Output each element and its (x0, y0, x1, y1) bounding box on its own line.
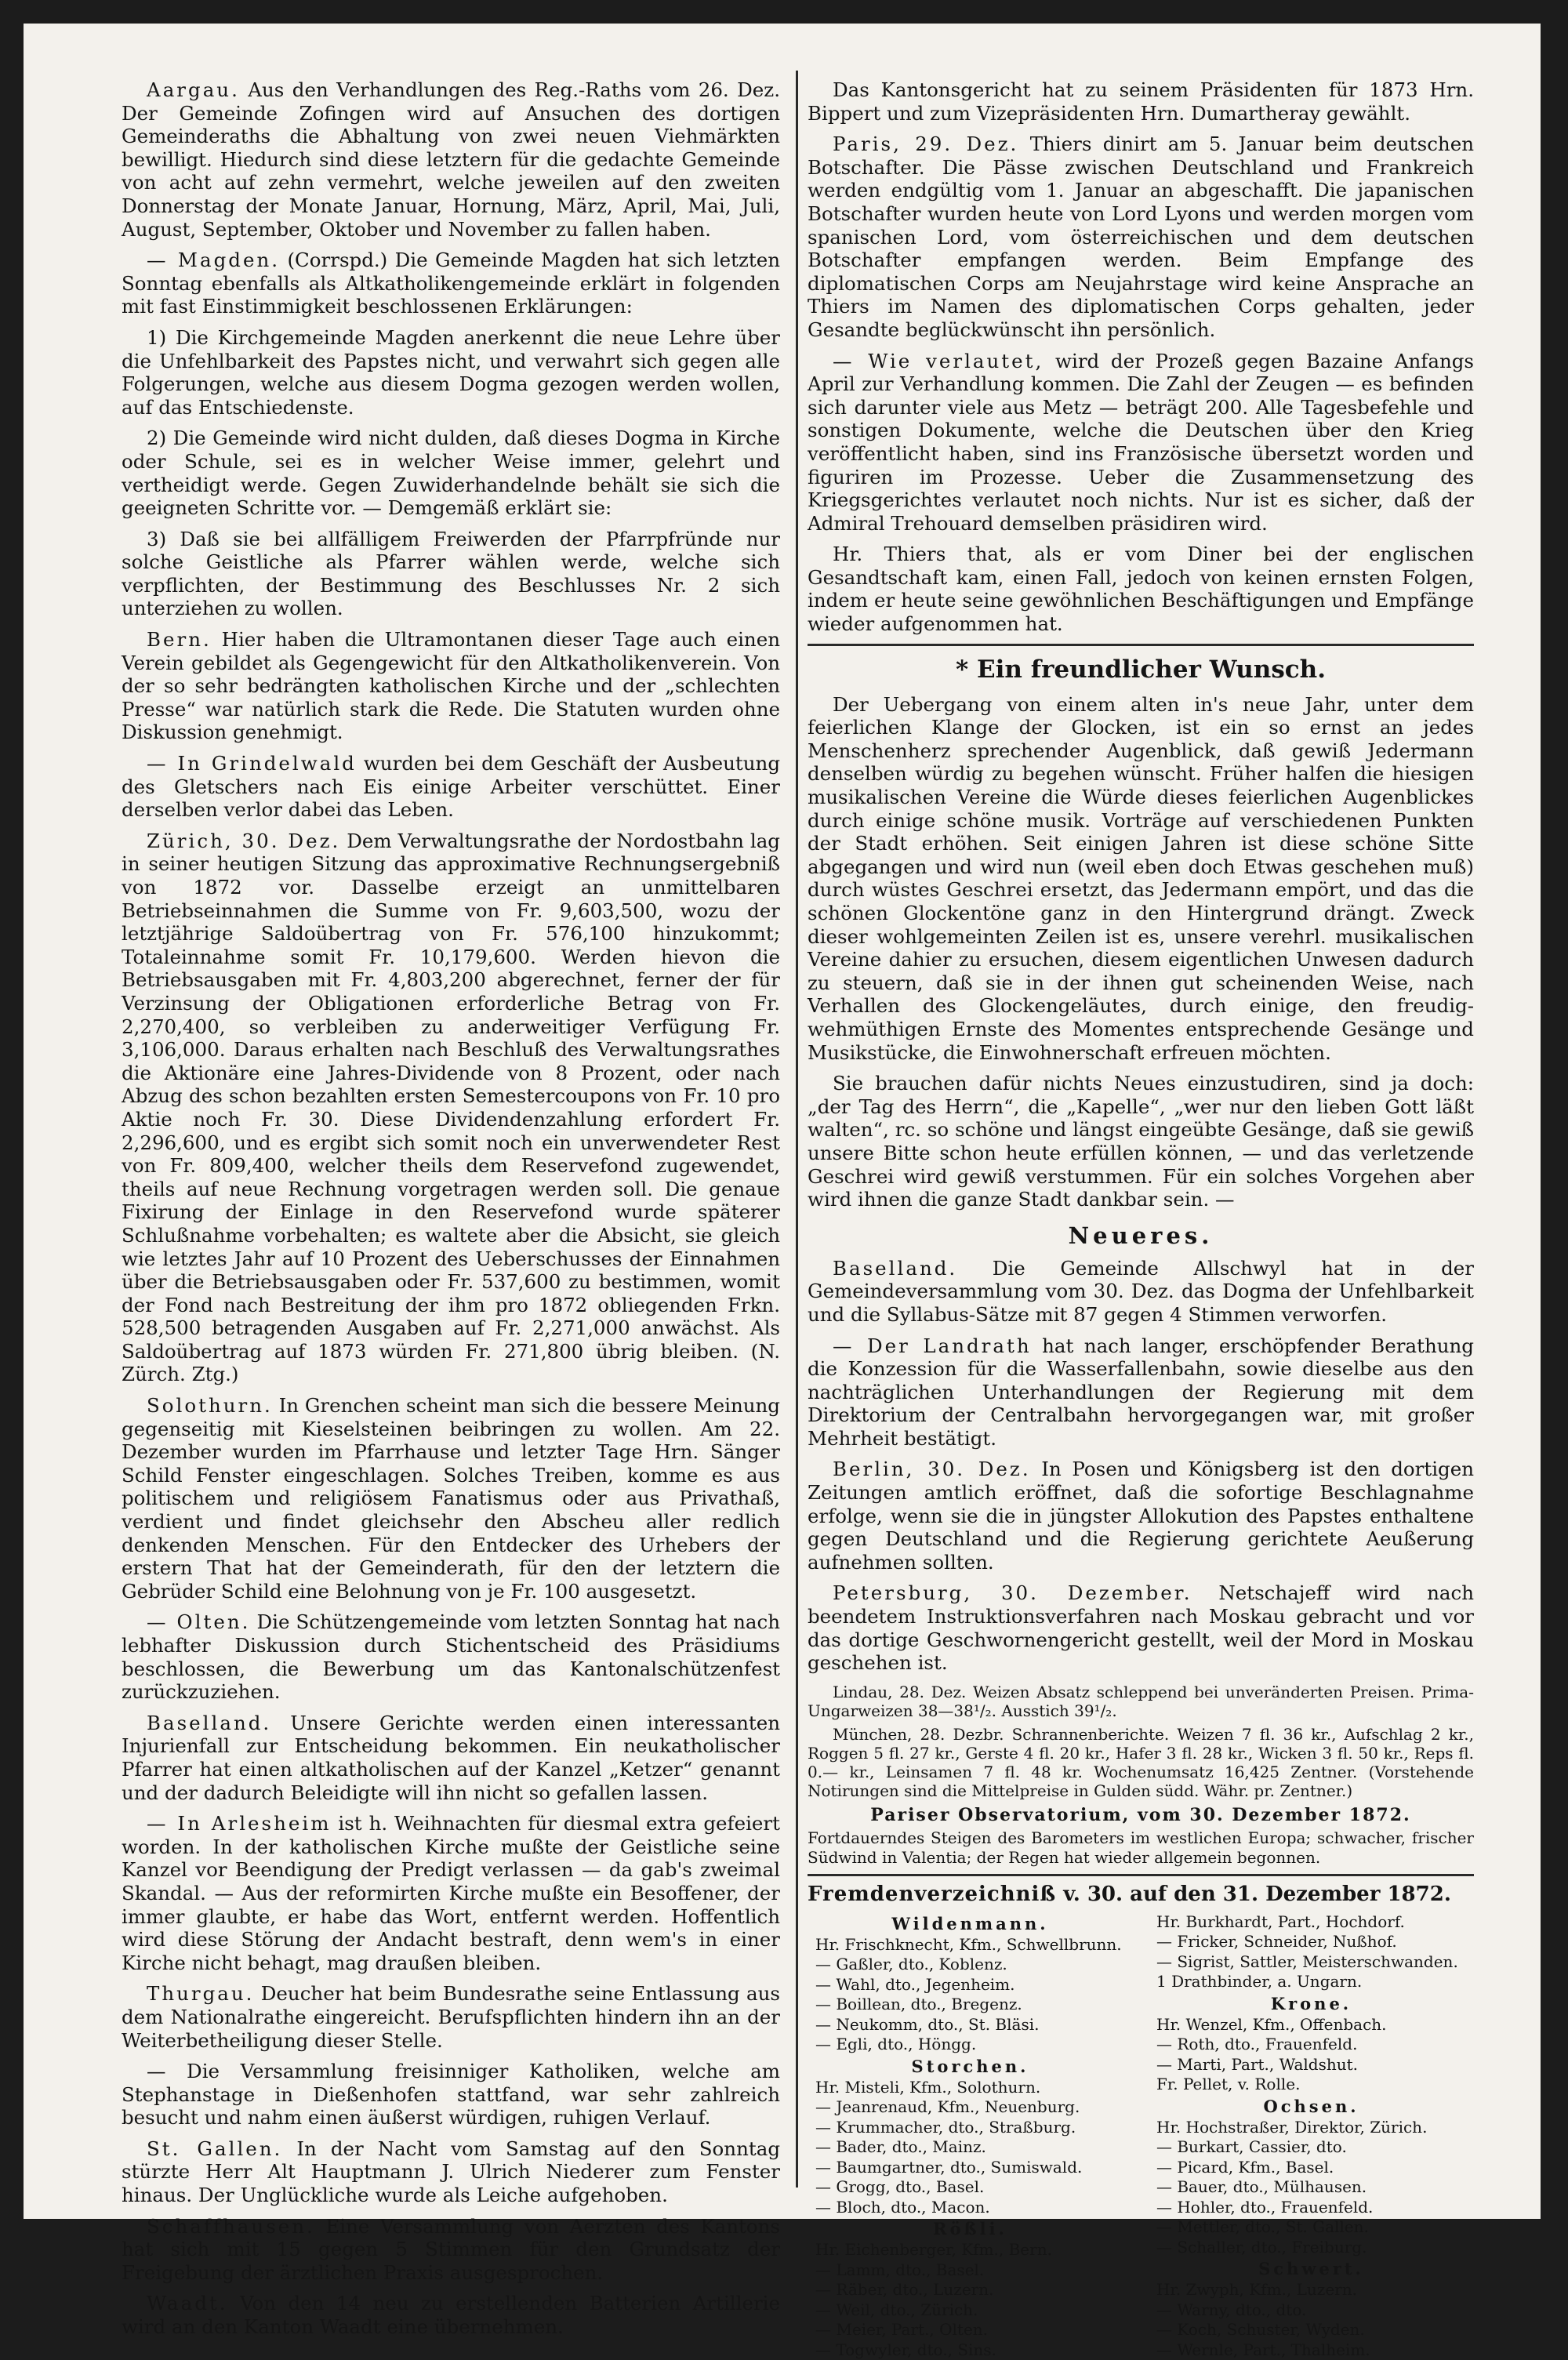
guest-entry: — Schaller, dto., Freiburg. (1156, 2237, 1367, 2257)
dateline: Berlin, 30. Dez. (833, 1458, 1031, 1481)
news-item (122, 1712, 780, 1804)
wunsch-paragraph: Der Uebergang von einem alten in's neue Jahr, unter dem feierlichen Klange der Glocken, ist ein so ernst an jedes Menschenherz sprechender Augenblick, daß gewiß Jedermann denselben würdig zu begehen wünscht. Früher halfen die hiesigen musikalischen Vereine die Würde dieses feierlichen Augenblickes durch einige schöne musik. Vorträge auf verschiedenen Punkten der Stadt erhöhen. Seit einigen Jahren ist diese schöne Sitte abgegangen und wird nun (weil eben doch Etwas geschehen muß) durch wüstes Geschrei ersetzt, das Jedermann empört, und das die schönen Glockentöne ganz in den Hintergrund drängt. Zweck dieser wohlgemeinten Zeilen ist es, unsere verehrl. musikalischen Vereine dahier zu ersuchen, diesem eigentlichen Unwesen dadurch zu steuern, daß sie in der ihnen gut scheinenden Weise, nach Verhallen des Glockengeläutes, durch einige, den freudig-wehmüthigen Ernste des Momentes entsprechende Gesänge und Musikstücke, die Einwohnerschaft erfreuen möchten. (808, 692, 1474, 1064)
dateline: Aargau. (147, 78, 240, 101)
news-item (122, 2215, 780, 2285)
guest-entry: — Bauer, dto., Mülhausen. (1156, 2177, 1367, 2197)
guest-entry: — Togwyler, dto., Sins. (815, 2340, 996, 2359)
guest-entry: — Gaßler, dto., Koblenz. (815, 1955, 1007, 1974)
news-item (122, 326, 780, 419)
market-reports (808, 1683, 1474, 1800)
news-item (808, 1581, 1474, 1674)
news-item (122, 1982, 780, 2052)
fremden-list (808, 1912, 1474, 2360)
left-column (122, 78, 781, 2339)
news-item (122, 628, 780, 744)
news-item (122, 528, 780, 620)
dateline: — In Arlesheim (147, 1812, 332, 1835)
guest-entry: — Hohler, dto., Frauenfeld. (1156, 2197, 1374, 2217)
news-text: Unsere Gerichte werden einen interessanten Injurienfall zur Entscheidung bekommen. Ein neukatholischer Pfarrer hat einen altkatholischen auf der Kanzel „Ketzer“ genannt und der dadurch Beleidigte will ihn nicht so gefallen lassen. (122, 1711, 781, 1804)
news-item (808, 1257, 1474, 1327)
news-text: Hr. Thiers that, als er vom Diner bei der englischen Gesandtschaft kam, einen Fall, jedoch von keinen ernsten Folgen, indem er heute seine gewöhnlichen Beschäftigungen und Empfänge wieder aufgenommen hat. (808, 543, 1474, 636)
dateline: Waadt. (147, 2292, 228, 2315)
guest-entry: — Roth, dto., Frauenfeld. (1156, 2035, 1358, 2054)
right-top-news (808, 78, 1474, 636)
news-item (122, 2060, 780, 2129)
observatorium-title: Pariser Observatorium, vom 30. Dezember 1872. (870, 1804, 1411, 1825)
news-text: Netschajeff wird nach beendetem Instruktionsverfahren nach Moskau gebracht und vor das dortige Geschwornengericht gestellt, weil der Mord in Moskau geschehen ist. (808, 1581, 1474, 1675)
news-item (122, 1812, 780, 1974)
dateline: Schaffhausen. (147, 2214, 315, 2238)
news-item (122, 427, 780, 519)
news-item (122, 1394, 780, 1603)
fremden-right-column (1149, 1912, 1474, 2360)
dateline: — Magden. (147, 249, 281, 272)
news-text: Die Gemeinde Allschwyl hat in der Gemeindeversammlung vom 30. Dez. das Dogma der Unfehlbarkeit und die Syllabus-Sätze mit 87 gegen 4 Stimmen verworfen. (808, 1256, 1474, 1326)
news-text: Von den 14 neu zu erstellenden Batterien Artillerie wird an den Kanton Waadt eine übernehmen. (122, 2292, 780, 2339)
dateline: — In Grindelwald (147, 752, 357, 775)
dateline: Petersburg, 30. Dezember. (833, 1581, 1192, 1605)
news-item (122, 830, 780, 1386)
guest-entry: Hr. Eichenberger, Kfm., Bern. (815, 2240, 1052, 2260)
guest-entry: — Boillean, dto., Bregenz. (815, 1995, 1022, 2014)
guest-entry: — Sigrist, Sattler, Meisterschwanden. (1156, 1952, 1458, 1971)
guest-entry: — Koch, Schuster, Wyden. (1156, 2320, 1365, 2340)
news-text: hat nach langer, erschöpfender Berathung die Konzession für die Wasserfallenbahn, sowie dieselbe aus den nachträglichen Unterhandlungen der Regierung mit dem Direktorium der Centralbahn hervorgegangen war, mit großer Mehrheit bestätigt. (808, 1334, 1474, 1450)
news-text: 3) Daß sie bei allfälligem Freiwerden der Pfarrpfründe nur solche Geistliche als Pfarrer wählen werde, welche sich verpflichten, der Bestimmung des Beschlusses Nr. 2 sich unterziehen zu wollen. (122, 527, 780, 620)
wunsch-heading: * Ein freundlicher Wunsch. (956, 655, 1326, 684)
news-text: — Die Versammlung freisinniger Katholiken, welche am Stephanstage in Dießenhofen stattfand, war sehr zahlreich besucht und nahm einen äußerst würdigen, ruhigen Verlauf. (122, 2060, 780, 2129)
guest-entry: — Baumgartner, dto., Sumiswald. (815, 2157, 1083, 2177)
dateline: St. Gallen. (147, 2137, 283, 2160)
guest-entry: Hr. Burkhardt, Part., Hochdorf. (1156, 1912, 1405, 1931)
news-text: 2) Die Gemeinde wird nicht dulden, daß dieses Dogma in Kirche oder Schule, sei es in welcher Weise immer, gelehrt und vertheidigt werde. Gegen Zuwiderhandelnde behält sie sich die geeigneten Schritte vor. — Demgemäß erklärt sie: (122, 427, 780, 520)
news-item (808, 1334, 1474, 1450)
market-report: München, 28. Dezbr. Schrannenberichte. Weizen 7 fl. 36 kr., Aufschlag 2 kr., Roggen 5 fl. 27 kr., Gerste 4 fl. 20 kr., Hafer 3 fl. 28 kr., Wicken 3 fl. 50 kr., Reps fl. 0.— kr., Leinsamen 7 fl. 48 kr. Wochenumsatz 16,425 Zentner. (Vorstehende Notirungen sind die Mittelpreise in Gulden südd. Währ. pr. Zentner.) (808, 1724, 1474, 1800)
divider (808, 644, 1474, 646)
guest-entry: — Warny, dto., dto. (1156, 2300, 1307, 2319)
news-item (808, 133, 1474, 341)
guest-entry: — Meier, Part., Olten. (815, 2320, 989, 2340)
news-item (122, 2292, 780, 2338)
guest-entry: Hr. Misteli, Kfm., Solothurn. (815, 2077, 1041, 2097)
news-item (122, 2137, 780, 2207)
news-item (808, 1458, 1474, 1574)
guest-entry: — Krummacher, dto., Straßburg. (815, 2117, 1076, 2137)
news-item (808, 78, 1474, 125)
wunsch-paragraph: Sie brauchen dafür nichts Neues einzustudiren, sind ja doch: „der Tag des Herrn“, die „Kapelle“, „wer nur den lieben Gott läßt walten“, rc. so schöne und längst eingeübte Gesänge, daß sie gewiß unsere Bitte schon heute erfüllen können, — und das verletzende Geschrei wird gewiß verstummen. Für ein solches Vorgehen aber wird ihnen die ganze Stadt dankbar sein. — (808, 1072, 1474, 1211)
guest-entry: — Weil, dto., Zürich. (815, 2300, 978, 2319)
news-text: ist h. Weihnachten für diesmal extra gefeiert worden. In der katholischen Kirche mußte der Geistliche seine Kanzel vor Beendigung der Predigt verlassen — da gab's zweimal Skandal. — Aus der reformirten Kirche mußte ein Besoffener, der immer glaubte, er habe das Wort, entfernt werden. Hoffentlich wird diese Störung der Andacht bestraft, denn wem's in einer Kirche nicht behagt, mag draußen bleiben. (122, 1812, 780, 1974)
hotel-name: Wildenmann. (891, 1913, 1049, 1933)
news-item (122, 752, 780, 822)
guest-entry: — Grogg, dto., Basel. (815, 2177, 985, 2197)
guest-entry: Hr. Hochstraßer, Direktor, Zürich. (1156, 2117, 1428, 2137)
hotel-name: Schwert. (1258, 2259, 1364, 2279)
column-rule (796, 71, 798, 2188)
guest-entry: 1 Drathbinder, a. Ungarn. (1156, 1972, 1363, 1991)
news-item (122, 1610, 780, 1703)
guest-entry: Hr. Wenzel, Kfm., Offenbach. (1156, 2014, 1387, 2034)
dateline: Bern. (147, 628, 212, 652)
news-text: wurden bei dem Geschäft der Ausbeutung des Gletschers nach Eis einige Arbeiter verschüttet. Einer derselben verlor dabei das Leben. (122, 752, 781, 822)
news-text: Die Schützengemeinde vom letzten Sonntag hat nach lebhafter Diskussion durch Stichentscheid des Präsidiums beschlossen, die Bewerbung um das Kantonalschützenfest zurückzuziehen. (122, 1610, 780, 1704)
dateline: Solothurn. (147, 1394, 273, 1418)
fremden-left-column (808, 1912, 1133, 2360)
news-item (122, 249, 780, 318)
guest-entry: — Mettler, dto., St. Gallen. (1156, 2217, 1369, 2237)
guest-entry: Fr. Pellet, v. Rolle. (1156, 2075, 1301, 2094)
dateline: Thurgau. (147, 1982, 255, 2006)
hotel-name: Krone. (1270, 1993, 1352, 2013)
guest-entry: — Egli, dto., Höngg. (815, 2035, 977, 2054)
fremden-title-key: Fremdenverzeichniß (808, 1882, 1057, 1906)
news-item (808, 543, 1474, 635)
guest-entry: — Bader, dto., Mainz. (815, 2137, 986, 2157)
wunsch-article (808, 693, 1474, 1211)
fremden-title-rest: v. 30. auf den 31. Dezember 1872. (1063, 1882, 1451, 1906)
guest-entry: — Picard, Kfm., Basel. (1156, 2157, 1334, 2177)
hotel-name: Ochsen. (1263, 2096, 1359, 2116)
guest-entry: Hr. Zwyph, Kfm., Luzern. (1156, 2280, 1357, 2300)
guest-entry: — Jeanrenaud, Kfm., Neuenburg. (815, 2097, 1080, 2117)
fremden-title (808, 1883, 1474, 1906)
guest-entry: — Neukomm, dto., St. Bläsi. (815, 2014, 1040, 2034)
dateline: — Wie verlautet, (833, 349, 1044, 372)
news-text: Dem Verwaltungsrathe der Nordostbahn lag in seiner heutigen Sitzung das approximative Rechnungsergebniß von 1872 vor. Dasselbe erzeigt an unmittelbaren Betriebseinnahmen die Summe von Fr. 9,603,500, wozu der letztjährige Saldoübertrag von Fr. 576,100 hinzukommt; Totaleinnahme somit Fr. 10,179,600. Werden hievon die Betriebsausgaben mit Fr. 4,803,200 abgerechnet, ferner der für Verzinsung der Obligationen erforderliche Betrag von Fr. 2,270,400, so verbleiben zu anderweitiger Verfügung Fr. 3,106,000. Daraus erhalten nach Beschluß des Verwaltungsrathes die Aktionäre eine Jahres-Dividende von 8 Prozent, oder nach Abzug des schon bezahlten ersten Semestercoupons von Fr. 10 pro Aktie noch Fr. 30. Diese Dividendenzahlung erfordert Fr. 2,296,600, und es ergibt sich somit noch ein unverwendeter Rest von Fr. 809,400, welcher theils dem Reservefond zugewendet, theils auf neue Rechnung vorgetragen werden soll. Die genaue Fixirung der Einlage in den Reservefond wurde späterer Schlußnahme vorbehalten; es waltete aber die Absicht, sie gleich wie letztes Jahr auf 10 Prozent des Ueberschusses der Einnahmen über die Betriebsausgaben oder Fr. 537,600 zu bestimmen, womit der Fond nach Bestreitung der ihm pro 1872 obliegenden Frkn. 528,500 betragenden Ausgaben auf Fr. 2,271,000 anwächst. Als Saldoübertrag auf 1873 würden Fr. 271,800 übrig bleiben. (N. Zürch. Ztg.) (122, 829, 780, 1386)
guest-entry: Hr. Frischknecht, Kfm., Schwellbrunn. (815, 1934, 1122, 1954)
dateline: Baselland. (147, 1711, 272, 1734)
dateline: Paris, 29. Dez. (833, 133, 1019, 156)
news-item (808, 350, 1474, 536)
news-text: Hier haben die Ultramontanen dieser Tage auch einen Verein gebildet als Gegengewicht für den Altkatholikenverein. Von der so sehr bedrängten katholischen Kirche und der „schlechten Presse“ war natürlich stark die Rede. Die Statuten wurden ohne Diskussion genehmigt. (122, 628, 780, 744)
guest-entry: — Marti, Part., Waldshut. (1156, 2054, 1358, 2074)
guest-entry: — Burkart, Cassier, dto. (1156, 2137, 1347, 2157)
guest-entry: — Wernle, Part., Thalheim. (1156, 2340, 1370, 2359)
hotel-name: Storchen. (911, 2056, 1029, 2076)
news-text: Das Kantonsgericht hat zu seinem Präsidenten für 1873 Hrn. Bippert und zum Vizepräsidenten Hrn. Dumartheray gewählt. (808, 78, 1474, 125)
news-text: In Posen und Königsberg ist den dortigen Zeitungen amtlich eröffnet, daß die sofortige Beschlagnahme erfolge, wenn sie die in jüngster Allokution des Papstes enthaltene gegen Deutschland und die Regierung gerichtete Aeußerung aufnehmen sollten. (808, 1458, 1474, 1574)
news-text: In Grenchen scheint man sich die bessere Meinung gegenseitig mit Kieselsteinen beibringen zu wollen. Am 22. Dezember wurden im Pfarrhause und letzter Tage Hrn. Sänger Schild Fenster eingeschlagen. Solches Treiben, komme es aus politischem und religiösem Fanatismus oder aus Privathaß, verdient und findet gleichsehr den Abscheu aller redlich denkenden Menschen. Für den Entdecker des Urhebers der erstern That hat der Gemeinderath, für den der letztern die Gebrüder Schild eine Belohnung von je Fr. 100 ausgesetzt. (122, 1394, 780, 1603)
news-text: Deucher hat beim Bundesrathe seine Entlassung aus dem Nationalrathe eingereicht. Berufspflichten hindern ihn an der Weiterbetheiligung dieser Stelle. (122, 1982, 780, 2052)
divider (808, 1874, 1474, 1876)
newspaper-page (24, 24, 1541, 2359)
news-item (122, 78, 780, 241)
news-text: Eine Versammlung von Aerzten des Kantons hat sich mit 15 gegen 5 Stimmen für den Grundsatz der Freigebung der ärztlichen Praxis ausgesprochen. (122, 2214, 780, 2284)
guest-entry: — Bloch, dto., Macon. (815, 2197, 990, 2217)
neueres-heading: Neueres. (1068, 1222, 1214, 1249)
dateline: Zürich, 30. Dez. (147, 829, 341, 852)
news-text: (Corrspd.) Die Gemeinde Magden hat sich letzten Sonntag ebenfalls als Altkatholikengemeinde erklärt in folgenden mit fast Einstimmigkeit beschlossenen Erklärungen: (122, 249, 780, 318)
neueres-section (808, 1257, 1474, 1675)
dateline: Baselland. (833, 1256, 958, 1280)
observatorium-text: Fortdauerndes Steigen des Barometers im westlichen Europa; schwacher, frischer Südwind in Valentia; der Regen hat wieder allgemein begonnen. (808, 1828, 1474, 1867)
news-text: In der Nacht vom Samstag auf den Sonntag stürzte Herr Alt Hauptmann J. Ulrich Niederer zum Fenster hinaus. Der Unglückliche wurde als Leiche aufgehoben. (122, 2137, 780, 2207)
news-text: wird der Prozeß gegen Bazaine Anfangs April zur Verhandlung kommen. Die Zahl der Zeugen — es befinden sich darunter viele aus Metz — beträgt 200. Alle Tagesbefehle und sonstigen Dokumente, welche die Deutschen über den Krieg veröffentlicht haben, sind ins Französische übersetzt worden und figuriren im Prozesse. Ueber die Zusammensetzung des Kriegsgerichtes verlautet noch nichts. Nur ist es sicher, daß der Admiral Trehouard demselben präsidiren wird. (808, 349, 1474, 535)
news-text: Thiers dinirt am 5. Januar beim deutschen Botschafter. Die Pässe zwischen Deutschland und Frankreich werden endgültig vom 1. Januar an abgeschafft. Die japanischen Botschafter wurden heute von Lord Lyons und werden morgen vom spanischen Lord, vom österreichischen und dem deutschen Botschafter empfangen werden. Beim Empfange des diplomatischen Corps am Neujahrstage wird keine Ansprache an Thiers im Namen des diplomatischen Corps gehalten, jeder Gesandte beglückwünscht ihn persönlich. (808, 133, 1474, 341)
market-report: Lindau, 28. Dez. Weizen Absatz schleppend bei unveränderten Preisen. Prima-Ungarweizen 38—38¹/₂. Ausstich 39¹/₂. (808, 1682, 1474, 1720)
guest-entry: — Räber, dto., Luzern. (815, 2280, 994, 2300)
guest-entry: — Lamm, dto., Basel. (815, 2260, 985, 2279)
hotel-name: Rößli. (933, 2219, 1007, 2239)
guest-entry: — Fricker, Schneider, Nußhof. (1156, 1932, 1397, 1952)
dateline: — Der Landrath (833, 1334, 1032, 1357)
dateline: — Olten. (147, 1610, 251, 1634)
guest-entry: — Wahl, dto., Jegenheim. (815, 1974, 1015, 1994)
right-column (808, 78, 1474, 2359)
news-text: Aus den Verhandlungen des Reg.-Raths vom 26. Dez. Der Gemeinde Zofingen wird auf Ansuchen des dortigen Gemeinderaths die Abhaltung von zwei neuen Viehmärkten bewilligt. Hiedurch sind diese letztern für die gedachte Gemeinde von acht auf zehn vermehrt, welche jeweilen auf den zweiten Donnerstag der Monate Januar, Hornung, März, April, Mai, Juli, August, September, Oktober und November zu fallen haben. (122, 78, 780, 241)
news-text: 1) Die Kirchgemeinde Magden anerkennt die neue Lehre über die Unfehlbarkeit des Papstes nicht, und verwahrt sich gegen alle Folgerungen, welche aus diesem Dogma gezogen werden wollen, auf das Entschiedenste. (122, 325, 780, 419)
